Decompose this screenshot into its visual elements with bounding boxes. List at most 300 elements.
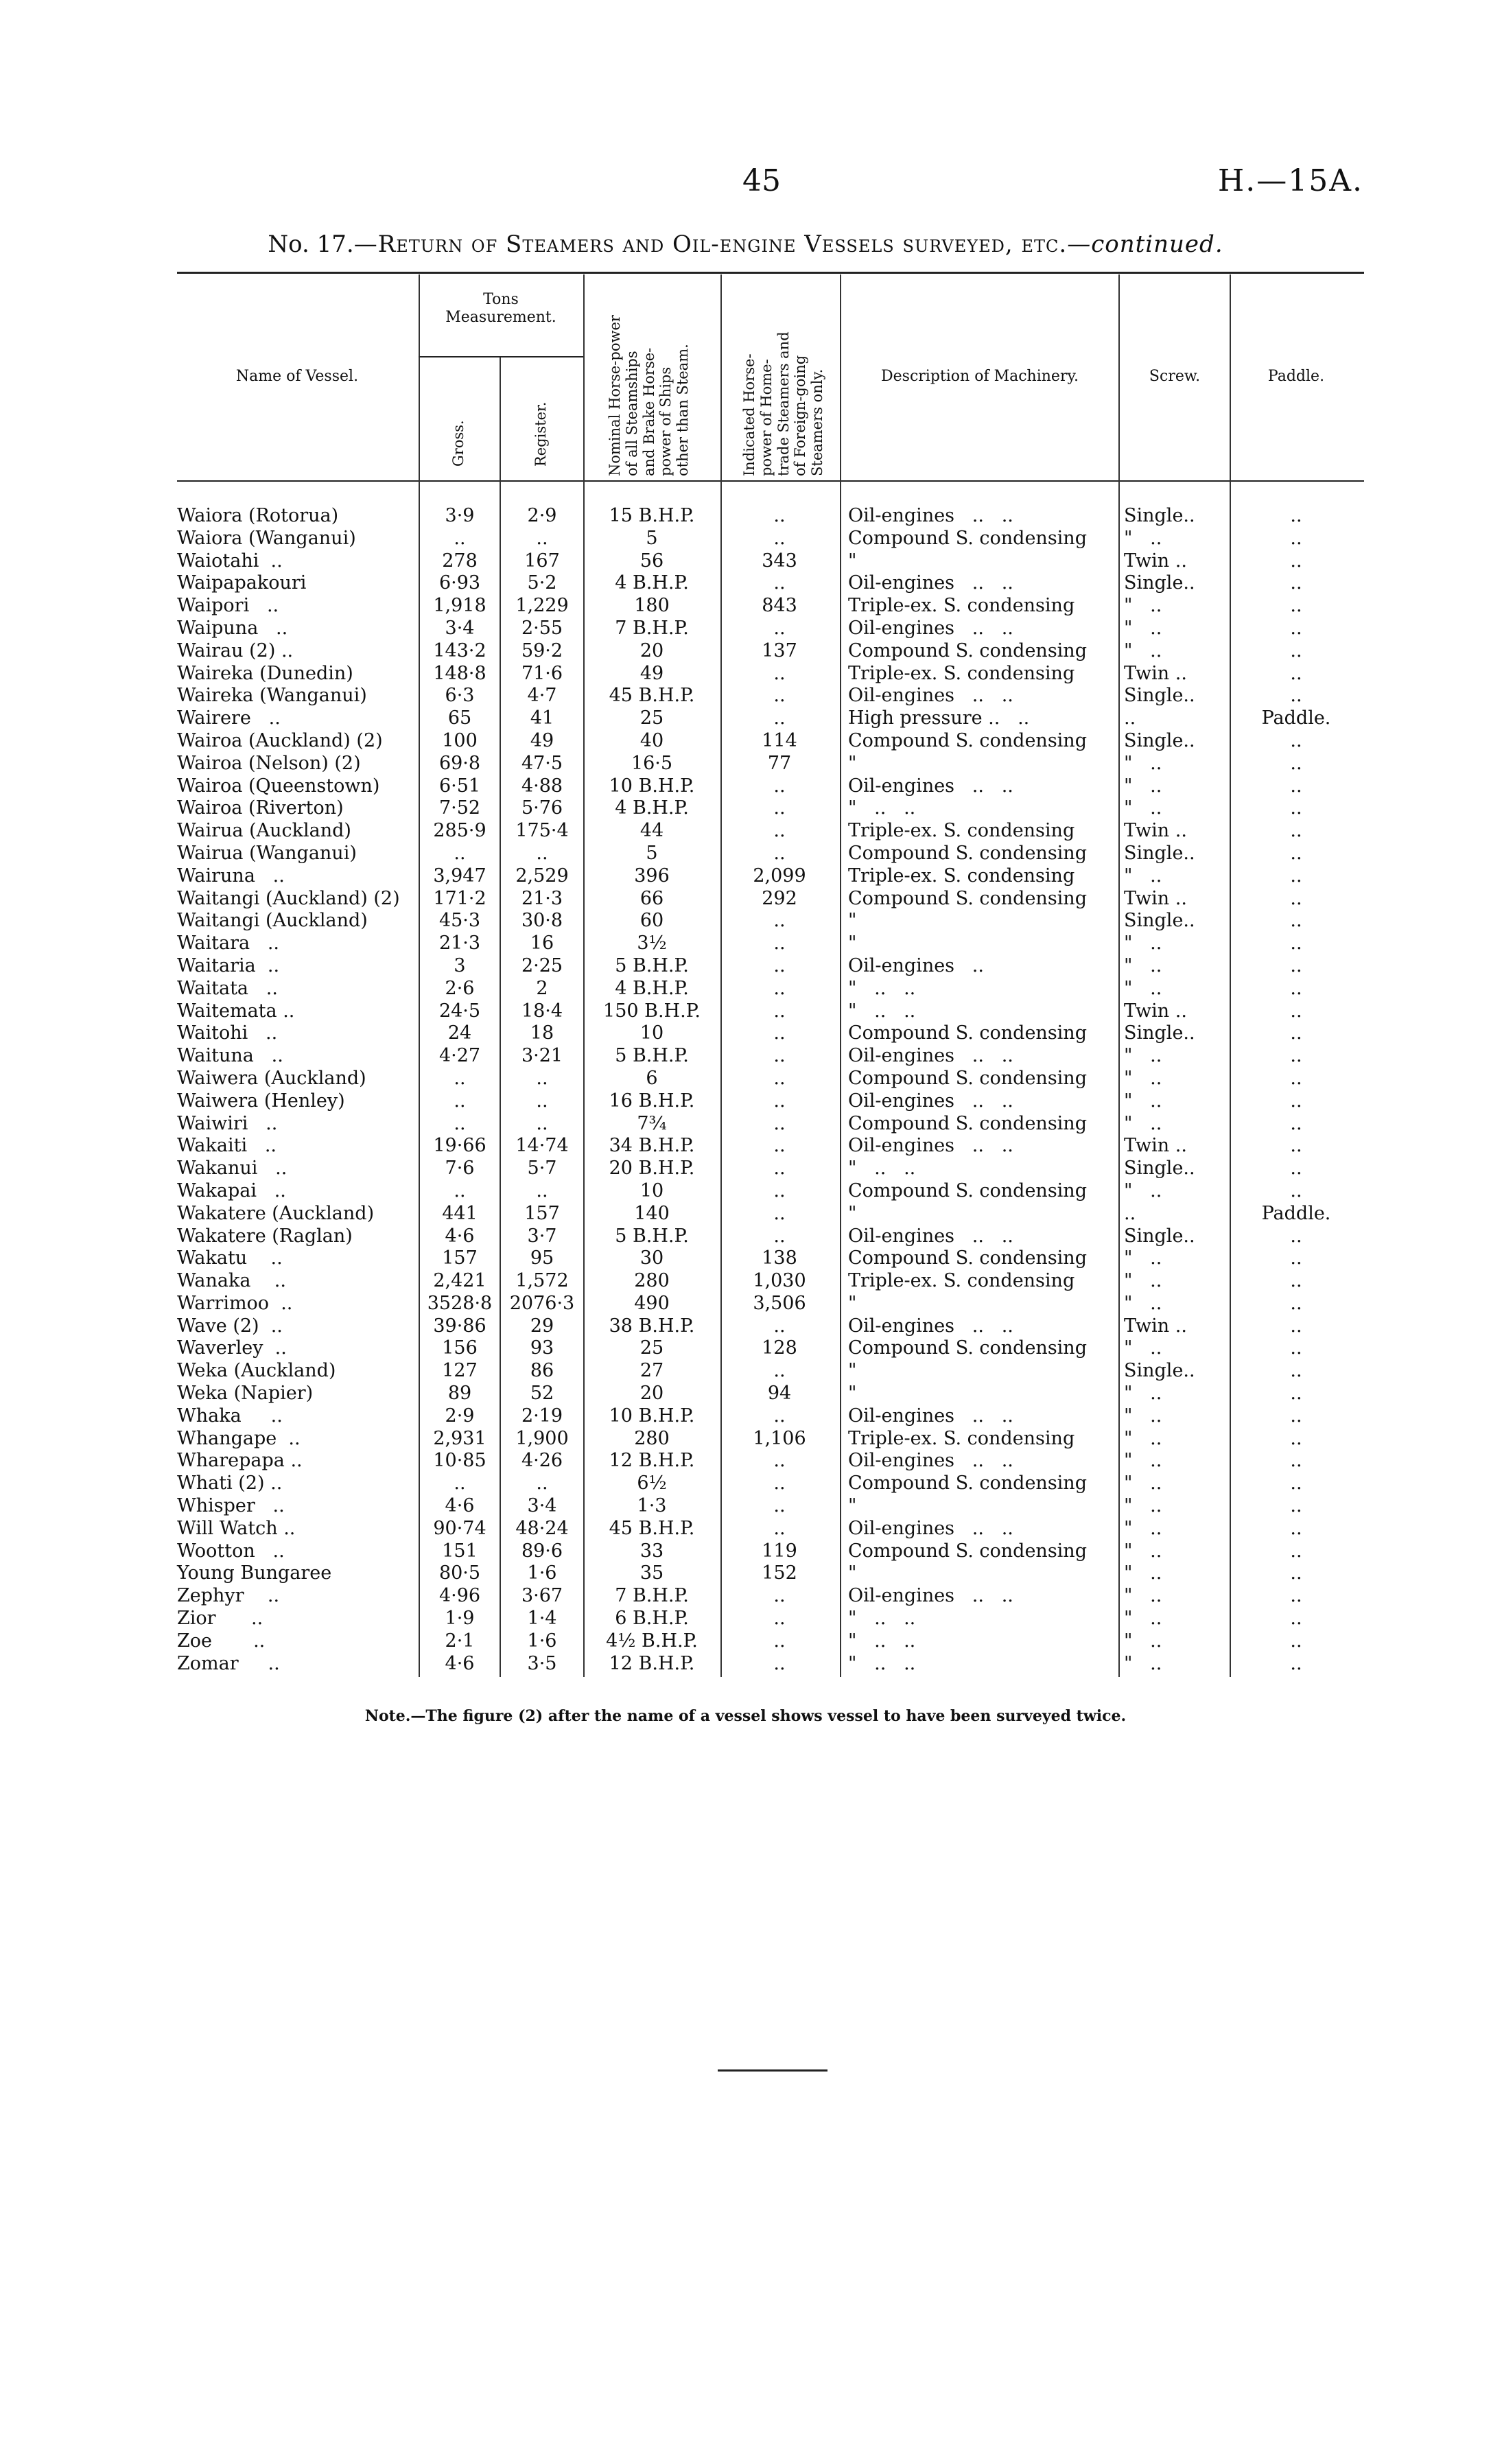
register-tons: 1,900: [515, 1427, 569, 1449]
gross-tons: 89: [447, 1383, 472, 1405]
screw-type: " ..: [1124, 1495, 1162, 1517]
register-tons: 21·3: [521, 887, 563, 909]
header-bottom-rule: [177, 480, 1364, 482]
vessel-name: Waitangi (Auckland) (2): [177, 887, 400, 909]
indicated-horse-power: ..: [773, 1450, 786, 1472]
nominal-horse-power: 5 B.H.P.: [615, 954, 689, 976]
gross-tons: 24·5: [438, 1000, 481, 1022]
table-row: [0, 797, 1491, 820]
table-number: No. 17.: [268, 231, 354, 258]
nominal-horse-power: 396: [634, 865, 670, 887]
vessel-name: Waiwera (Henley): [177, 1090, 345, 1112]
screw-type: Single..: [1124, 910, 1195, 932]
indicated-horse-power: ..: [773, 977, 786, 999]
paddle-type: ..: [1290, 505, 1302, 526]
table-row: [0, 1022, 1491, 1045]
register-tons: 47·5: [521, 752, 563, 774]
machinery-description: Oil-engines .. ..: [848, 1045, 1013, 1067]
register-tons: 5·76: [521, 797, 563, 819]
gross-tons: 6·93: [438, 572, 481, 594]
gross-tons: 151: [442, 1540, 478, 1562]
register-tons: 18: [530, 1022, 554, 1044]
register-tons: ..: [536, 1472, 548, 1494]
register-tons: 157: [524, 1202, 560, 1224]
page-number: 45: [742, 163, 781, 198]
vessel-name: Wakatere (Raglan): [177, 1225, 353, 1247]
vessel-name: Waiwiri ..: [177, 1112, 278, 1134]
vessel-name: Zoe ..: [177, 1630, 266, 1652]
paddle-type: ..: [1290, 1383, 1302, 1405]
screw-type: Single..: [1124, 729, 1195, 751]
paddle-type: Paddle.: [1261, 707, 1331, 729]
screw-type: " ..: [1124, 1517, 1162, 1539]
nominal-horse-power: 25: [639, 707, 664, 729]
paddle-type: Paddle.: [1261, 1202, 1331, 1224]
nominal-horse-power: 12 B.H.P.: [609, 1450, 695, 1472]
vessel-name: Waireka (Dunedin): [177, 662, 353, 684]
machinery-description: Compound S. condensing: [848, 1337, 1087, 1359]
nominal-horse-power: 6 B.H.P.: [615, 1608, 689, 1630]
screw-type: " ..: [1124, 1652, 1162, 1674]
table-row: [0, 843, 1491, 865]
indicated-horse-power: 137: [762, 640, 797, 661]
gross-tons: 21·3: [438, 932, 481, 954]
machinery-description: Triple-ex. S. condensing: [848, 662, 1075, 684]
indicated-horse-power: ..: [773, 1405, 786, 1427]
machinery-description: Triple-ex. S. condensing: [848, 820, 1075, 842]
vessel-name: Wootton ..: [177, 1540, 285, 1562]
indicated-horse-power: ..: [773, 1180, 786, 1201]
register-tons: 59·2: [521, 640, 563, 661]
table-row: [0, 505, 1491, 528]
register-tons: 30·8: [521, 910, 563, 932]
screw-type: Twin ..: [1124, 1315, 1187, 1337]
screw-type: ..: [1124, 1202, 1136, 1224]
nominal-horse-power: 16·5: [631, 752, 673, 774]
indicated-horse-power: ..: [773, 1360, 786, 1382]
register-tons: 41: [530, 707, 554, 729]
header-line: of all Steamships: [623, 351, 640, 476]
vessel-name: Wairau (2) ..: [177, 640, 294, 661]
paddle-type: ..: [1290, 1495, 1302, 1517]
machinery-description: " .. ..: [848, 1630, 916, 1652]
gross-tons: 4·6: [445, 1495, 475, 1517]
machinery-description: " .. ..: [848, 977, 916, 999]
machinery-description: Oil-engines .. ..: [848, 505, 1013, 526]
register-tons: 49: [530, 729, 554, 751]
screw-type: " ..: [1124, 1112, 1162, 1134]
nominal-horse-power: 150 B.H.P.: [603, 1000, 701, 1022]
indicated-horse-power: ..: [773, 797, 786, 819]
paddle-type: ..: [1290, 820, 1302, 842]
nominal-horse-power: 45 B.H.P.: [609, 1517, 695, 1539]
paddle-type: ..: [1290, 685, 1302, 707]
register-tons: ..: [536, 1180, 548, 1201]
vessel-name: Waitara ..: [177, 932, 280, 954]
machinery-description: ": [848, 752, 857, 774]
table-row: [0, 663, 1491, 685]
screw-type: Single..: [1124, 1158, 1195, 1180]
gross-tons: 3: [454, 954, 466, 976]
nominal-horse-power: 10: [639, 1022, 664, 1044]
indicated-horse-power: ..: [773, 1472, 786, 1494]
gross-tons: 4·96: [438, 1585, 481, 1607]
indicated-horse-power: 94: [767, 1383, 792, 1405]
register-tons: 48·24: [515, 1517, 569, 1539]
paddle-type: ..: [1290, 910, 1302, 932]
paddle-type: ..: [1290, 977, 1302, 999]
gross-tons: 4·6: [445, 1652, 475, 1674]
vessel-name: Wakapai ..: [177, 1180, 286, 1201]
screw-type: " ..: [1124, 1180, 1162, 1201]
screw-type: " ..: [1124, 1383, 1162, 1405]
end-rule: [718, 2069, 827, 2072]
vessel-name: Wairoa (Queenstown): [177, 775, 380, 797]
nominal-horse-power: 40: [639, 729, 664, 751]
table-row: [0, 1315, 1491, 1338]
screw-type: " ..: [1124, 775, 1162, 797]
vessel-name: Waitata ..: [177, 977, 278, 999]
register-tons: 5·7: [527, 1158, 557, 1180]
vessel-name: Wairua (Auckland): [177, 820, 351, 842]
gross-tons: 10·85: [433, 1450, 486, 1472]
paddle-type: ..: [1290, 640, 1302, 661]
indicated-horse-power: ..: [773, 954, 786, 976]
machinery-description: Oil-engines .. ..: [848, 1225, 1013, 1247]
screw-type: ..: [1124, 707, 1136, 729]
gross-tons: 2,421: [433, 1270, 486, 1292]
table-row: [0, 888, 1491, 911]
paddle-type: ..: [1290, 617, 1302, 639]
register-tons: 18·4: [521, 1000, 563, 1022]
machinery-description: Compound S. condensing: [848, 1247, 1087, 1269]
screw-type: Twin ..: [1124, 820, 1187, 842]
machinery-description: ": [848, 1562, 857, 1584]
machinery-description: " .. ..: [848, 1652, 916, 1674]
screw-type: Twin ..: [1124, 1000, 1187, 1022]
indicated-horse-power: ..: [773, 572, 786, 594]
paddle-type: ..: [1290, 1225, 1302, 1247]
gross-tons: 3·9: [445, 505, 475, 526]
table-row: [0, 1247, 1491, 1270]
nominal-horse-power: 20 B.H.P.: [609, 1158, 695, 1180]
table-row: [0, 1113, 1491, 1136]
paddle-type: ..: [1290, 1135, 1302, 1157]
indicated-horse-power: ..: [773, 617, 786, 639]
vessel-name: Wairoa (Riverton): [177, 797, 344, 819]
machinery-description: High pressure .. ..: [848, 707, 1030, 729]
gross-tons: 100: [442, 729, 478, 751]
vessel-name: Wairoa (Nelson) (2): [177, 752, 361, 774]
indicated-horse-power: ..: [773, 1517, 786, 1539]
table-row: [0, 1495, 1491, 1518]
nominal-horse-power: 27: [639, 1360, 664, 1382]
register-tons: 71·6: [521, 662, 563, 684]
indicated-horse-power: ..: [773, 775, 786, 797]
nominal-horse-power: 140: [634, 1202, 670, 1224]
vessel-name: Waitaria ..: [177, 954, 280, 976]
paddle-type: ..: [1290, 1180, 1302, 1201]
gross-tons: 1·9: [445, 1608, 475, 1630]
table-row: [0, 1225, 1491, 1248]
paddle-type: ..: [1290, 1337, 1302, 1359]
machinery-description: Oil-engines .. ..: [848, 1405, 1013, 1427]
nominal-horse-power: 35: [639, 1562, 664, 1584]
screw-type: " ..: [1124, 617, 1162, 639]
paddle-type: ..: [1290, 1112, 1302, 1134]
paddle-type: ..: [1290, 775, 1302, 797]
machinery-description: Compound S. condensing: [848, 842, 1087, 864]
nominal-horse-power: 5 B.H.P.: [615, 1045, 689, 1067]
nominal-horse-power: 45 B.H.P.: [609, 685, 695, 707]
gross-tons: ..: [454, 842, 466, 864]
table-row: [0, 528, 1491, 550]
nominal-horse-power: 7¾: [637, 1112, 667, 1134]
screw-type: " ..: [1124, 640, 1162, 661]
machinery-description: " .. ..: [848, 1000, 916, 1022]
table-row: [0, 1585, 1491, 1608]
indicated-horse-power: 138: [762, 1247, 797, 1269]
paddle-type: ..: [1290, 954, 1302, 976]
vessel-name: Waituna ..: [177, 1045, 283, 1067]
table-row: [0, 685, 1491, 707]
table-row: [0, 1383, 1491, 1405]
machinery-description: Oil-engines .. ..: [848, 775, 1013, 797]
column-header-name: Name of Vessel.: [235, 368, 359, 385]
screw-type: " ..: [1124, 752, 1162, 774]
indicated-horse-power: ..: [773, 1608, 786, 1630]
register-tons: 86: [530, 1360, 554, 1382]
register-tons: 14·74: [515, 1135, 569, 1157]
register-tons: ..: [536, 1112, 548, 1134]
register-tons: 16: [530, 932, 554, 954]
screw-type: Single..: [1124, 505, 1195, 526]
machinery-description: Oil-engines .. ..: [848, 1585, 1013, 1607]
column-header-description: Description of Machinery.: [881, 368, 1079, 385]
screw-type: " ..: [1124, 1427, 1162, 1449]
paddle-type: ..: [1290, 1360, 1302, 1382]
nominal-horse-power: 5: [646, 842, 658, 864]
machinery-description: Oil-engines .. ..: [848, 1315, 1013, 1337]
nominal-horse-power: 15 B.H.P.: [609, 505, 695, 526]
machinery-description: Triple-ex. S. condensing: [848, 1427, 1075, 1449]
gross-tons: 157: [442, 1247, 478, 1269]
machinery-description: ": [848, 1202, 857, 1224]
gross-tons: 2,931: [433, 1427, 486, 1449]
nominal-horse-power: 4 B.H.P.: [615, 797, 689, 819]
register-tons: 29: [530, 1315, 554, 1337]
register-tons: ..: [536, 1067, 548, 1089]
table-row: [0, 595, 1491, 618]
gross-tons: 1,918: [433, 595, 486, 617]
indicated-horse-power: 3,506: [753, 1292, 806, 1314]
gross-tons: 156: [442, 1337, 478, 1359]
machinery-description: Compound S. condensing: [848, 729, 1087, 751]
screw-type: " ..: [1124, 1292, 1162, 1314]
header-line: other than Steam.: [674, 344, 692, 476]
table-row: [0, 1630, 1491, 1653]
register-tons: 2076·3: [509, 1292, 575, 1314]
indicated-horse-power: ..: [773, 1202, 786, 1224]
register-tons: 1·4: [527, 1608, 557, 1630]
register-tons: 95: [530, 1247, 554, 1269]
paddle-type: ..: [1290, 1247, 1302, 1269]
indicated-horse-power: ..: [773, 685, 786, 707]
nominal-horse-power: 16 B.H.P.: [609, 1090, 695, 1112]
screw-type: Single..: [1124, 685, 1195, 707]
machinery-description: " .. ..: [848, 1158, 916, 1180]
gross-tons: 7·52: [438, 797, 481, 819]
screw-type: Single..: [1124, 1360, 1195, 1382]
gross-tons: 148·8: [433, 662, 486, 684]
paddle-type: ..: [1290, 1022, 1302, 1044]
gross-tons: 127: [442, 1360, 478, 1382]
nominal-horse-power: 1·3: [637, 1495, 667, 1517]
indicated-horse-power: ..: [773, 1112, 786, 1134]
column-header-paddle: Paddle.: [1267, 368, 1325, 385]
table-row: [0, 707, 1491, 730]
table-row: [0, 753, 1491, 775]
table-row: [0, 955, 1491, 978]
register-tons: 4·7: [527, 685, 557, 707]
vessel-name: Waitangi (Auckland): [177, 910, 368, 932]
table-row: [0, 1135, 1491, 1158]
machinery-description: Triple-ex. S. condensing: [848, 595, 1075, 617]
vessel-name: Wakatu ..: [177, 1247, 283, 1269]
nominal-horse-power: 5 B.H.P.: [615, 1225, 689, 1247]
vessel-name: Waiotahi ..: [177, 550, 283, 572]
nominal-horse-power: 7 B.H.P.: [615, 617, 689, 639]
paddle-type: ..: [1290, 1090, 1302, 1112]
table-row: [0, 1562, 1491, 1585]
register-tons: 2: [536, 977, 548, 999]
vessel-name: Whisper ..: [177, 1495, 285, 1517]
table-row: [0, 1450, 1491, 1472]
gross-tons: 45·3: [438, 910, 481, 932]
machinery-description: ": [848, 1292, 857, 1314]
nominal-horse-power: 5: [646, 527, 658, 549]
nominal-horse-power: 66: [639, 887, 664, 909]
table-row: [0, 910, 1491, 932]
nominal-horse-power: 7 B.H.P.: [615, 1585, 689, 1607]
machinery-description: Triple-ex. S. condensing: [848, 865, 1075, 887]
paddle-type: ..: [1290, 1427, 1302, 1449]
register-tons: 5·2: [527, 572, 557, 594]
machinery-description: Compound S. condensing: [848, 1067, 1087, 1089]
screw-type: " ..: [1124, 1045, 1162, 1067]
paddle-type: ..: [1290, 1585, 1302, 1607]
paddle-type: ..: [1290, 572, 1302, 594]
machinery-description: ": [848, 1383, 857, 1405]
machinery-description: ": [848, 932, 857, 954]
paddle-type: ..: [1290, 1540, 1302, 1562]
vessel-name: Zomar ..: [177, 1652, 280, 1674]
table-row: [0, 1360, 1491, 1383]
paddle-type: ..: [1290, 1045, 1302, 1067]
register-tons: 4·88: [521, 775, 563, 797]
machinery-description: Compound S. condensing: [848, 887, 1087, 909]
table-row: [0, 978, 1491, 1000]
nominal-horse-power: 20: [639, 640, 664, 661]
register-tons: 3·5: [527, 1652, 557, 1674]
indicated-horse-power: 292: [762, 887, 797, 909]
vessel-name: Wairuna ..: [177, 865, 285, 887]
register-tons: 89·6: [521, 1540, 563, 1562]
gross-tons: 19·66: [433, 1135, 486, 1157]
screw-type: " ..: [1124, 954, 1162, 976]
machinery-description: Compound S. condensing: [848, 1112, 1087, 1134]
table-row: [0, 1000, 1491, 1023]
screw-type: Twin ..: [1124, 550, 1187, 572]
screw-type: " ..: [1124, 1585, 1162, 1607]
paddle-type: ..: [1290, 1315, 1302, 1337]
screw-type: " ..: [1124, 1247, 1162, 1269]
table-row: [0, 820, 1491, 843]
vessel-name: Wakatere (Auckland): [177, 1202, 375, 1224]
nominal-horse-power: 10: [639, 1180, 664, 1201]
nominal-horse-power: 49: [639, 662, 664, 684]
vessel-name: Wairua (Wanganui): [177, 842, 357, 864]
nominal-horse-power: 4 B.H.P.: [615, 572, 689, 594]
indicated-horse-power: 1,106: [753, 1427, 806, 1449]
vessel-name: Weka (Napier): [177, 1383, 314, 1405]
register-tons: ..: [536, 842, 548, 864]
gross-tons: ..: [454, 1112, 466, 1134]
header-line: Indicated Horse-: [741, 353, 758, 476]
table-row: [0, 730, 1491, 753]
vessel-name: Waiora (Wanganui): [177, 527, 356, 549]
nominal-horse-power: 25: [639, 1337, 664, 1359]
screw-type: Twin ..: [1124, 662, 1187, 684]
machinery-description: ": [848, 550, 857, 572]
vessel-name: Waverley ..: [177, 1337, 287, 1359]
indicated-horse-power: ..: [773, 1315, 786, 1337]
indicated-horse-power: 843: [762, 595, 797, 617]
screw-type: " ..: [1124, 1562, 1162, 1584]
indicated-horse-power: ..: [773, 1045, 786, 1067]
nominal-horse-power: 4½ B.H.P.: [606, 1630, 698, 1652]
gross-tons: 3528·8: [427, 1292, 493, 1314]
register-tons: 2·19: [521, 1405, 563, 1427]
register-tons: ..: [536, 527, 548, 549]
column-header-nominal-horse-power: [607, 315, 692, 476]
vessel-name: Zephyr ..: [177, 1585, 280, 1607]
gross-tons: 6·3: [445, 685, 475, 707]
table-row: [0, 1158, 1491, 1180]
table-row: [0, 1090, 1491, 1113]
paddle-type: ..: [1290, 1652, 1302, 1674]
table-title: [0, 231, 1491, 258]
paddle-type: ..: [1290, 1405, 1302, 1427]
vessel-name: Wakaiti ..: [177, 1135, 277, 1157]
register-tons: 1,229: [515, 595, 569, 617]
gross-tons: 171·2: [433, 887, 486, 909]
gross-tons: 143·2: [433, 640, 486, 661]
paddle-type: ..: [1290, 527, 1302, 549]
column-header-indicated-horse-power: [741, 331, 826, 476]
vessel-name: Wharepapa ..: [177, 1450, 303, 1472]
vessel-name: Whaka ..: [177, 1405, 283, 1427]
indicated-horse-power: 2,099: [753, 865, 806, 887]
header-line: and Brake Horse-: [640, 347, 657, 476]
document-reference: H.—15A.: [1217, 163, 1363, 198]
paddle-type: ..: [1290, 932, 1302, 954]
header-line: of Foreign-going: [792, 355, 809, 476]
screw-type: " ..: [1124, 595, 1162, 617]
machinery-description: ": [848, 910, 857, 932]
paddle-type: ..: [1290, 1270, 1302, 1292]
indicated-horse-power: ..: [773, 932, 786, 954]
